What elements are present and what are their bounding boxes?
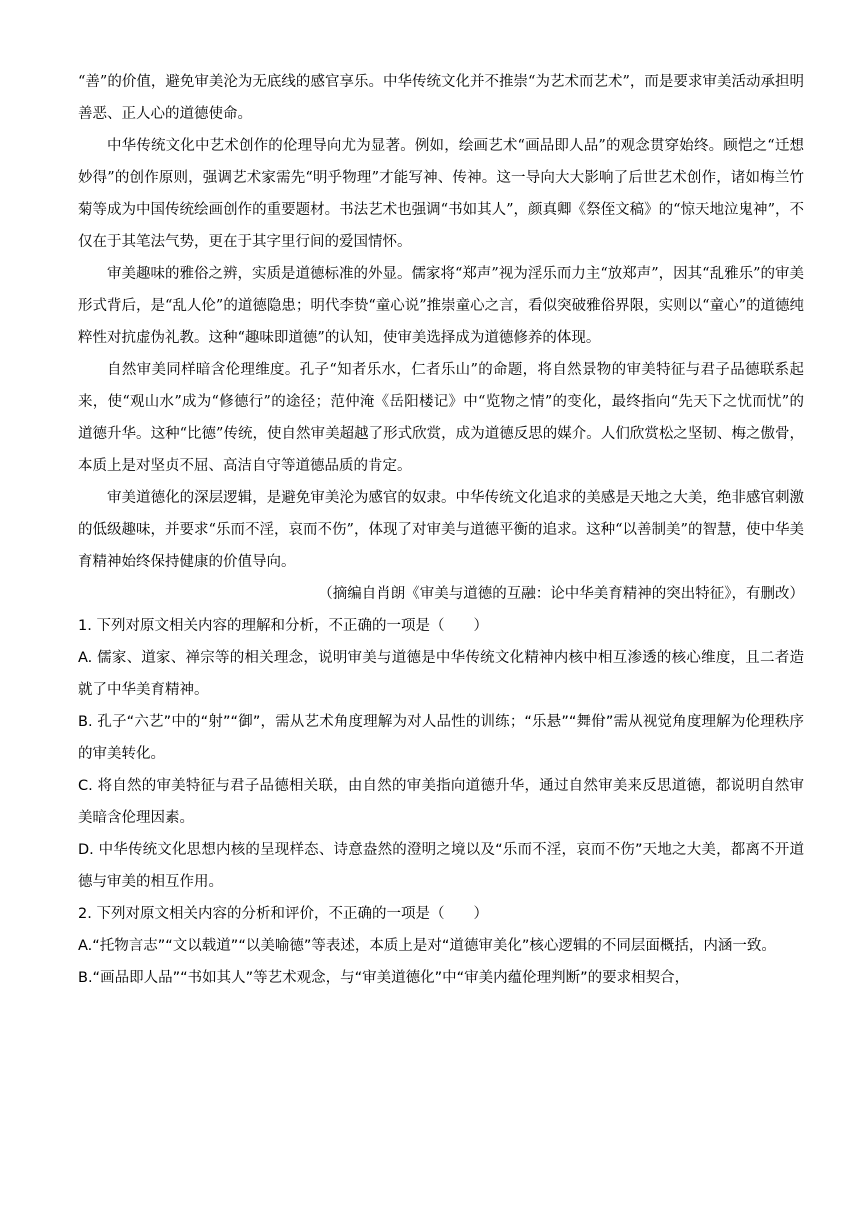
question-1-option-b: B. 孔子“六艺”中的“射”“御”，需从艺术角度理解为对人品性的训练；“乐悬”“舞佾”需从视觉角度理解为伦理秩序的审美转化。 <box>78 714 804 762</box>
passage-paragraph: 自然审美同样暗含伦理维度。孔子“知者乐水，仁者乐山”的命题，将自然景物的审美特征与君子品德联系起来，使“观山水”成为“修德行”的途径；范仲淹《岳阳楼记》中“览物之情”的变化，最终指向“先天下之忧而忧”的道德升华。这种“比德”传统，使自然审美超越了形式欣赏，成为道德反思的媒介。人们欣赏松之坚韧、梅之傲骨，本质上是对坚贞不屈、高洁自守等道德品质的肯定。 <box>78 362 804 474</box>
question-1-option-d: D. 中华传统文化思想内核的呈现样态、诗意盎然的澄明之境以及“乐而不淫，哀而不伤”天地之大美，都离不开道德与审美的相互作用。 <box>78 842 804 890</box>
question-1-option-c: C. 将自然的审美特征与君子品德相关联，由自然的审美指向道德升华，通过自然审美来反思道德，都说明自然审美暗含伦理因素。 <box>78 778 804 826</box>
passage-paragraph: “善”的价值，避免审美沦为无底线的感官享乐。中华传统文化并不推崇“为艺术而艺术”，而是要求审美活动承担明善恶、正人心的道德使命。 <box>78 74 804 122</box>
question-2-option-b: B.“画品即人品”“书如其人”等艺术观念，与“审美道德化”中“审美内蕴伦理判断”的要求相契合， <box>78 970 690 986</box>
passage-paragraph: 审美趣味的雅俗之辨，实质是道德标准的外显。儒家将“郑声”视为淫乐而力主“放郑声”，因其“乱雅乐”的审美形式背后，是“乱人伦”的道德隐患；明代李贽“童心说”推崇童心之言，看似突破雅俗界限，实则以“童心”的道德纯粹性对抗虚伪礼教。这种“趣味即道德”的认知，使审美选择成为道德修养的体现。 <box>78 266 804 346</box>
question-2-stem: 2. 下列对原文相关内容的分析和评价，不正确的一项是（ ） <box>78 906 488 922</box>
passage-paragraph: 审美道德化的深层逻辑，是避免审美沦为感官的奴隶。中华传统文化追求的美感是天地之大美，绝非感官刺激的低级趣味，并要求“乐而不淫，哀而不伤”，体现了对审美与道德平衡的追求。这种“以善制美”的智慧，使中华美育精神始终保持健康的价值导向。 <box>78 490 804 570</box>
question-1-option-a: A. 儒家、道家、禅宗等的相关理念，说明审美与道德是中华传统文化精神内核中相互渗透的核心维度，且二者造就了中华美育精神。 <box>78 650 804 698</box>
question-2-option-a: A.“托物言志”“文以载道”“以美喻德”等表述，本质上是对“道德审美化”核心逻辑的不同层面概括，内涵一致。 <box>78 938 776 954</box>
question-1-stem: 1. 下列对原文相关内容的理解和分析，不正确的一项是（ ） <box>78 618 488 634</box>
passage-paragraph: 中华传统文化中艺术创作的伦理导向尤为显著。例如，绘画艺术“画品即人品”的观念贯穿始终。顾恺之“迁想妙得”的创作原则，强调艺术家需先“明乎物理”才能写神、传神。这一导向大大影响了后世艺术创作，诸如梅兰竹菊等成为中国传统绘画创作的重要题材。书法艺术也强调“书如其人”，颜真卿《祭侄文稿》的“惊天地泣鬼神”，不仅在于其笔法气势，更在于其字里行间的爱国情怀。 <box>78 138 804 250</box>
passage-source: （摘编自肖朗《审美与道德的互融：论中华美育精神的突出特征》，有删改） <box>318 586 804 602</box>
document-page <box>78 66 804 994</box>
